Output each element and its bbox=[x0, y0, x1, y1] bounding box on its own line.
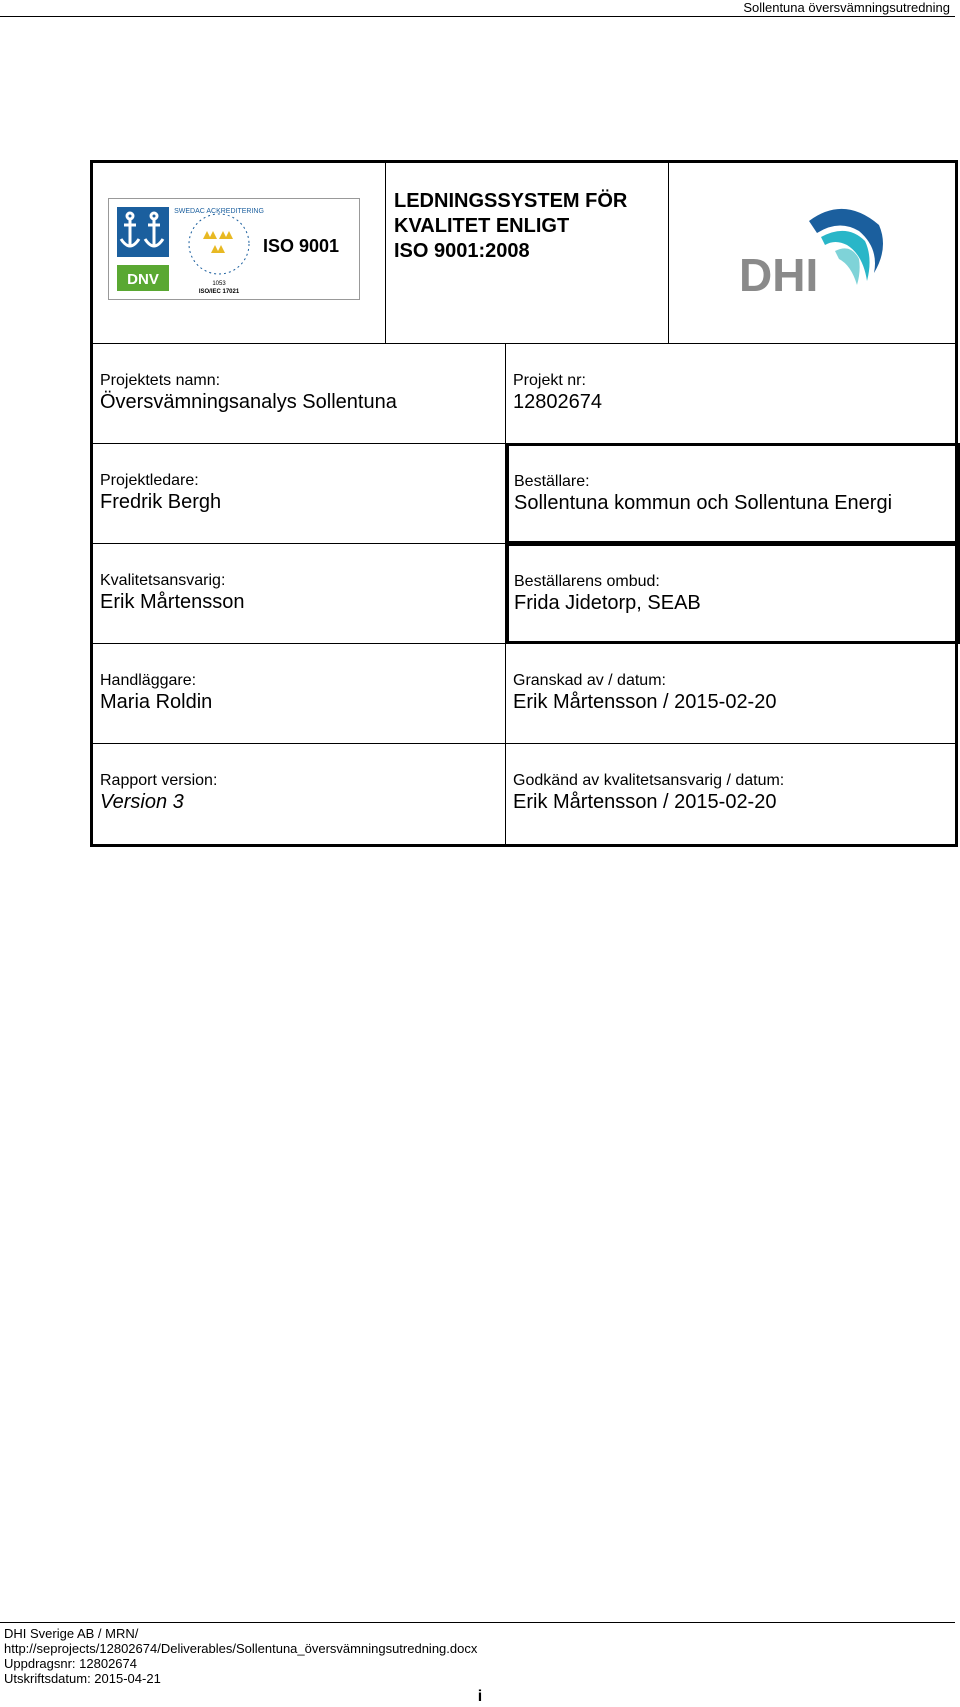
quality-manager-cell bbox=[93, 544, 506, 643]
report-version-value: Version 3 bbox=[100, 791, 184, 813]
project-number-label: Projekt nr: bbox=[513, 372, 586, 389]
dhi-logo-cell bbox=[669, 163, 955, 343]
system-title bbox=[394, 189, 664, 264]
client-cell bbox=[506, 443, 960, 544]
project-manager-value: Fredrik Bergh bbox=[100, 491, 222, 513]
info-row-quality bbox=[93, 544, 955, 644]
approved-by-label: Godkänd av kvalitetsansvarig / datum: bbox=[513, 772, 785, 789]
quality-manager-value: Erik Mårtensson bbox=[100, 591, 245, 613]
handler-value: Maria Roldin bbox=[100, 691, 213, 713]
accreditation-standard: ISO/IEC 17021 bbox=[198, 289, 240, 295]
footer-rule bbox=[0, 1622, 955, 1623]
document-footer bbox=[4, 1626, 477, 1686]
project-number-cell bbox=[506, 344, 960, 443]
reviewed-by-cell bbox=[506, 644, 960, 743]
running-header: Sollentuna översvämningsutredning bbox=[743, 0, 950, 15]
report-version-label: Rapport version: bbox=[100, 772, 218, 789]
reviewed-by-label: Granskad av / datum: bbox=[513, 672, 666, 689]
wave-icon bbox=[835, 248, 860, 285]
logo-row bbox=[93, 163, 955, 344]
crowns-icon bbox=[203, 231, 233, 253]
client-value: Sollentuna kommun och Sollentuna Energi bbox=[514, 492, 893, 514]
quality-manager-label: Kvalitetsansvarig: bbox=[100, 572, 226, 589]
header-rule bbox=[0, 16, 955, 17]
system-title-line: KVALITET ENLIGT bbox=[394, 215, 570, 237]
dnv-text: DNV bbox=[127, 271, 159, 288]
client-representative-label: Beställarens ombud: bbox=[514, 573, 660, 590]
iso-logo-graphic bbox=[109, 199, 359, 299]
footer-file-path: http://seprojects/12802674/Deliverables/Sollentuna_översvämningsutredning.docx bbox=[4, 1641, 478, 1656]
client-representative-value: Frida Jidetorp, SEAB bbox=[514, 592, 701, 614]
system-title-cell bbox=[386, 163, 669, 343]
dnv-anchor-emblem bbox=[117, 207, 169, 257]
quality-system-table bbox=[90, 160, 958, 847]
swedac-seal bbox=[189, 214, 249, 274]
footer-assignment-number: Uppdragsnr: 12802674 bbox=[4, 1656, 137, 1671]
certification-cell bbox=[93, 163, 386, 343]
footer-company: DHI Sverige AB / MRN/ bbox=[4, 1626, 139, 1641]
project-number-value: 12802674 bbox=[513, 391, 602, 413]
handler-label: Handläggare: bbox=[100, 672, 197, 689]
handler-cell bbox=[93, 644, 506, 743]
project-name-label: Projektets namn: bbox=[100, 372, 221, 389]
footer-print-date: Utskriftsdatum: 2015-04-21 bbox=[4, 1671, 161, 1686]
swedac-text: SWEDAC ACKREDITERING bbox=[174, 208, 264, 215]
info-row-manager bbox=[93, 444, 955, 544]
system-title-line: ISO 9001:2008 bbox=[394, 240, 530, 262]
info-row-project bbox=[93, 344, 955, 444]
reviewed-by-value: Erik Mårtensson / 2015-02-20 bbox=[513, 691, 777, 713]
client-representative-cell bbox=[506, 543, 960, 644]
client-label: Beställare: bbox=[514, 473, 590, 490]
report-version-cell bbox=[93, 744, 506, 844]
accreditation-number: 1053 bbox=[212, 281, 226, 287]
approved-by-cell bbox=[506, 744, 960, 844]
dhi-logo bbox=[739, 203, 889, 298]
project-name-value: Översvämningsanalys Sollentuna bbox=[100, 391, 397, 413]
info-row-handler bbox=[93, 644, 955, 744]
system-title-line: LEDNINGSSYSTEM FÖR bbox=[394, 190, 628, 212]
project-name-cell bbox=[93, 344, 506, 443]
iso-certification-logo bbox=[108, 198, 360, 300]
project-manager-label: Projektledare: bbox=[100, 472, 199, 489]
page-number: i bbox=[477, 1688, 483, 1705]
project-manager-cell bbox=[93, 444, 506, 543]
info-row-version bbox=[93, 744, 955, 844]
iso-9001-text: ISO 9001 bbox=[263, 236, 340, 256]
dhi-text: DHI bbox=[739, 249, 819, 298]
approved-by-value: Erik Mårtensson / 2015-02-20 bbox=[513, 791, 777, 813]
